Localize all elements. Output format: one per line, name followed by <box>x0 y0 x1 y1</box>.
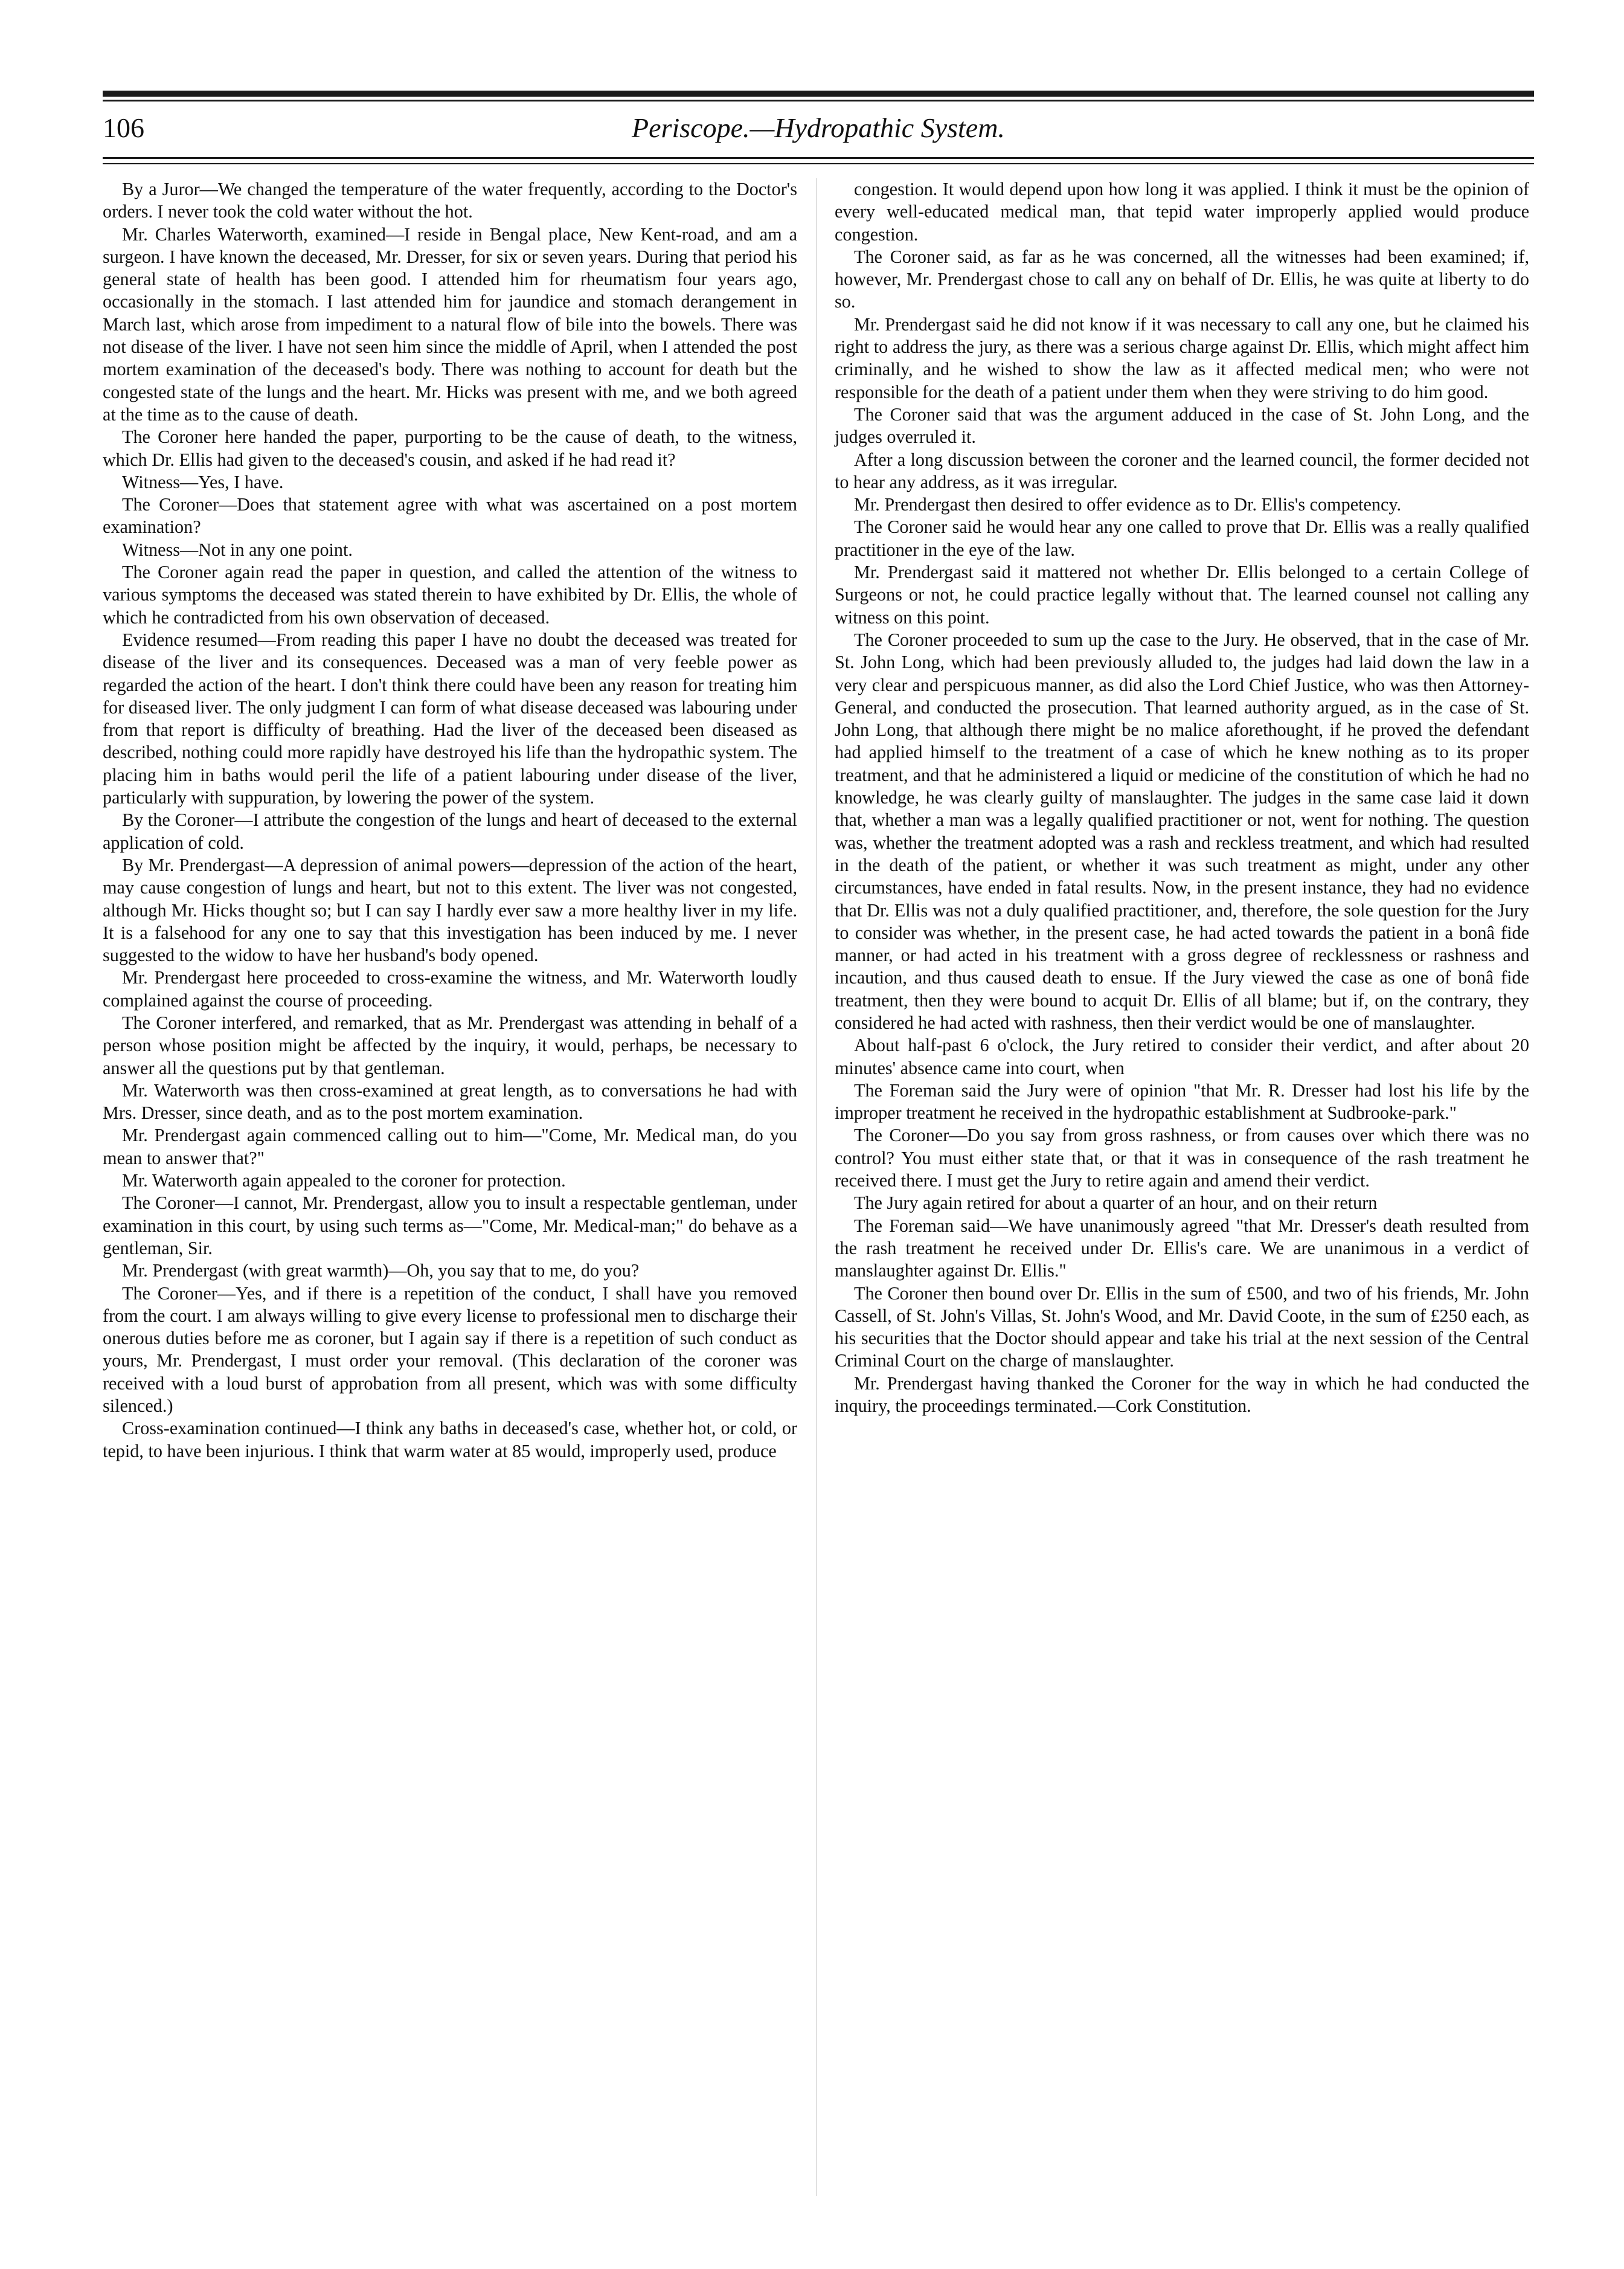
paragraph: congestion. It would depend upon how long it was applied. I think it must be the opinion of every well-educated medical man, that tepid water improperly applied would produce congestion. <box>835 179 1529 245</box>
left-column <box>103 178 797 1463</box>
paragraph: Mr. Prendergast here proceeded to cross-examine the witness, and Mr. Waterworth loudly complained against the course of proceeding. <box>103 967 797 1011</box>
header-rule-thin <box>103 163 1534 164</box>
paragraph: By the Coroner—I attribute the congestion of the lungs and heart of deceased to the external application of cold. <box>103 809 797 853</box>
page-header <box>103 106 1534 154</box>
right-column <box>835 178 1529 1417</box>
paragraph: Mr. Charles Waterworth, examined—I reside in Bengal place, New Kent-road, and am a surgeon. I have known the deceased, Mr. Dresser, for six or seven years. During that period his general state of health has been good. I attended him for rheumatism four years ago, occasionally in the stomach. I last attended him for jaundice and stomach derangement in March last, which arose from impediment to a natural flow of bile into the bowels. There was not disease of the liver. I have not seen him since the middle of April, when I attended the post mortem examination of the deceased's body. There was nothing to account for death but the congested state of the lungs and the heart. Mr. Hicks was present with me, and we both agreed at the time as to the cause of death. <box>103 224 797 425</box>
paragraph: The Foreman said—We have unanimously agreed "that Mr. Dresser's death resulted from the rash treatment he received under Dr. Ellis's care. We are unanimous in a verdict of manslaughter against Dr. Ellis." <box>835 1215 1529 1281</box>
paragraph: The Coroner—Do you say from gross rashness, or from causes over which there was no control? You must either state that, or that it was in consequence of the rash treatment he received there. I must get the Jury to retire again and amend their verdict. <box>835 1125 1529 1191</box>
paragraph: Evidence resumed—From reading this paper I have no doubt the deceased was treated for disease of the liver and its consequences. Deceased was a man of very feeble power as regarded the action of the heart. I don't think there could have been any reason for treating him for diseased liver. The only judgment I can form of what disease deceased was labouring under from that report is difficulty of breathing. Had the liver of the deceased been diseased as described, nothing could more rapidly have destroyed his life than the hydropathic system. The placing him in baths would peril the life of a patient labouring under disease of the liver, particularly with suppuration, by lowering the power of the system. <box>103 629 797 808</box>
paragraph: The Coroner—Yes, and if there is a repetition of the conduct, I shall have you removed from the court. I am always willing to give every license to professional men to discharge their onerous duties before me as coroner, but I again say if there is a repetition of such conduct as yours, Mr. Prendergast, I must order your removal. (This declaration of the coroner was received with a loud burst of approbation from all present, which was with some difficulty silenced.) <box>103 1283 797 1417</box>
paragraph: After a long discussion between the coroner and the learned council, the former decided not to hear any address, as it was irregular. <box>835 449 1529 492</box>
journal-page <box>103 72 1534 2223</box>
paragraph: The Coroner said, as far as he was concerned, all the witnesses had been examined; if, however, Mr. Prendergast chose to call any on behalf of Dr. Ellis, he was quite at liberty to do so. <box>835 246 1529 312</box>
paragraph: The Coroner then bound over Dr. Ellis in the sum of £500, and two of his friends, Mr. John Cassell, of St. John's Villas, St. John's Wood, and Mr. David Coote, in the sum of £250 each, as his securities that the Doctor should appear and take his trial at the next session of the Central Criminal Court on the charge of manslaughter. <box>835 1283 1529 1371</box>
paragraph: The Coroner proceeded to sum up the case to the Jury. He observed, that in the case of Mr. St. John Long, which had been previously alluded to, the judges had laid down the law in a very clear and perspicuous manner, as did also the Lord Chief Justice, who was then Attorney-General, and conducted the prosecution. That learned authority argued, as in the case of St. John Long, that although there might be no malice aforethought, if he proved the defendant had applied himself to the treatment of a case of which he knew nothing as to its proper treatment, and that he administered a liquid or medicine of the constitution of which he had no knowledge, he was clearly guilty of manslaughter. The judges in the same case laid it down that, whether a man was a legally qualified practitioner or not, went for nothing. The question was, whether the treatment adopted was a rash and reckless treatment, and which had resulted in the death of the patient, or whether it was such treatment as might, under any other circumstances, have ended in fatal results. Now, in the present instance, they had no evidence that Dr. Ellis was not a duly qualified practitioner, and, therefore, the sole question for the Jury to consider was whether, in the present case, he had acted towards the patient in a bonâ fide manner, or had acted in his treatment with a gross degree of recklessness or rashness and incaution, and thus caused death to ensue. If the Jury viewed the case as one of bonâ fide treatment, then they were bound to acquit Dr. Ellis of all blame; but if, on the contrary, they considered he had acted with rashness, then their verdict would be one of manslaughter. <box>835 629 1529 1033</box>
header-rule <box>103 157 1534 159</box>
paragraph: Witness—Not in any one point. <box>122 539 353 560</box>
paragraph: Cross-examination continued—I think any baths in deceased's case, whether hot, or cold, or tepid, to have been injurious. I think that warm water at 85 would, improperly used, produce <box>103 1418 797 1461</box>
paragraph: Mr. Prendergast again commenced calling out to him—"Come, Mr. Medical man, do you mean to answer that?" <box>103 1125 797 1168</box>
paragraph: The Coroner said he would hear any one called to prove that Dr. Ellis was a really qualified practitioner in the eye of the law. <box>835 517 1529 560</box>
paragraph: Witness—Yes, I have. <box>122 471 284 492</box>
paragraph: Mr. Waterworth was then cross-examined at great length, as to conversations he had with Mrs. Dresser, since death, and as to the post mortem examination. <box>103 1080 797 1124</box>
paragraph: The Coroner here handed the paper, purporting to be the cause of death, to the witness, which Dr. Ellis had given to the deceased's cousin, and asked if he had read it? <box>103 426 797 470</box>
paragraph: The Jury again retired for about a quarter of an hour, and on their return <box>854 1192 1378 1214</box>
paragraph: Mr. Waterworth again appealed to the coroner for protection. <box>122 1170 566 1191</box>
top-rule <box>103 91 1534 97</box>
paragraph: The Coroner said that was the argument adduced in the case of St. John Long, and the judges overruled it. <box>835 404 1529 448</box>
paragraph: Mr. Prendergast said he did not know if it was necessary to call any one, but he claimed his right to address the jury, as there was a serious charge against Dr. Ellis, which might affect him criminally, and he wished to show the law as it affected medical men; who were not responsible for the death of a patient under them when they were striving to do him good. <box>835 314 1529 402</box>
paragraph: About half-past 6 o'clock, the Jury retired to consider their verdict, and after about 20 minutes' absence came into court, when <box>835 1035 1529 1078</box>
paragraph: The Foreman said the Jury were of opinion "that Mr. R. Dresser had lost his life by the improper treatment he received in the hydropathic establishment at Sudbrooke-park." <box>835 1080 1529 1124</box>
paragraph: By Mr. Prendergast—A depression of animal powers—depression of the action of the heart, may cause congestion of lungs and heart, but not to this extent. The liver was not congested, although Mr. Hicks thought so; but I can say I hardly ever saw a more healthy liver in my life. It is a falsehood for any one to say that this investigation has been induced by me. I never suggested to the widow to have her husband's body opened. <box>103 854 797 966</box>
top-rule-thin <box>103 100 1534 101</box>
paragraph: The Coroner interfered, and remarked, that as Mr. Prendergast was attending in behalf of a person whose position might be affected by the inquiry, it would, perhaps, be necessary to answer all the questions put by that gentleman. <box>103 1012 797 1078</box>
page-number: 106 <box>103 112 144 143</box>
paragraph: Mr. Prendergast said it mattered not whether Dr. Ellis belonged to a certain College of Surgeons or not, he could practice legally without that. The learned counsel not calling any witness on this point. <box>835 562 1529 628</box>
paragraph: The Coroner again read the paper in question, and called the attention of the witness to various symptoms the deceased was stated therein to have exhibited by Dr. Ellis, the whole of which he contradicted from his own observation of deceased. <box>103 562 797 628</box>
paragraph: The Coroner—I cannot, Mr. Prendergast, allow you to insult a respectable gentleman, under examination in this court, by using such terms as—"Come, Mr. Medical-man;" do behave as a gentleman, Sir. <box>103 1192 797 1258</box>
paragraph: Mr. Prendergast (with great warmth)—Oh, you say that to me, do you? <box>122 1260 640 1281</box>
running-title: Periscope.—Hydropathic System. <box>632 112 1005 143</box>
paragraph: Mr. Prendergast then desired to offer evidence as to Dr. Ellis's competency. <box>854 494 1402 515</box>
paragraph: By a Juror—We changed the temperature of the water frequently, according to the Doctor's orders. I never took the cold water without the hot. <box>103 179 797 222</box>
paragraph: The Coroner—Does that statement agree with what was ascertained on a post mortem examination? <box>103 494 797 538</box>
paragraph: Mr. Prendergast having thanked the Coroner for the way in which he had conducted the inquiry, the proceedings terminated.—Cork Constitution. <box>835 1373 1529 1417</box>
